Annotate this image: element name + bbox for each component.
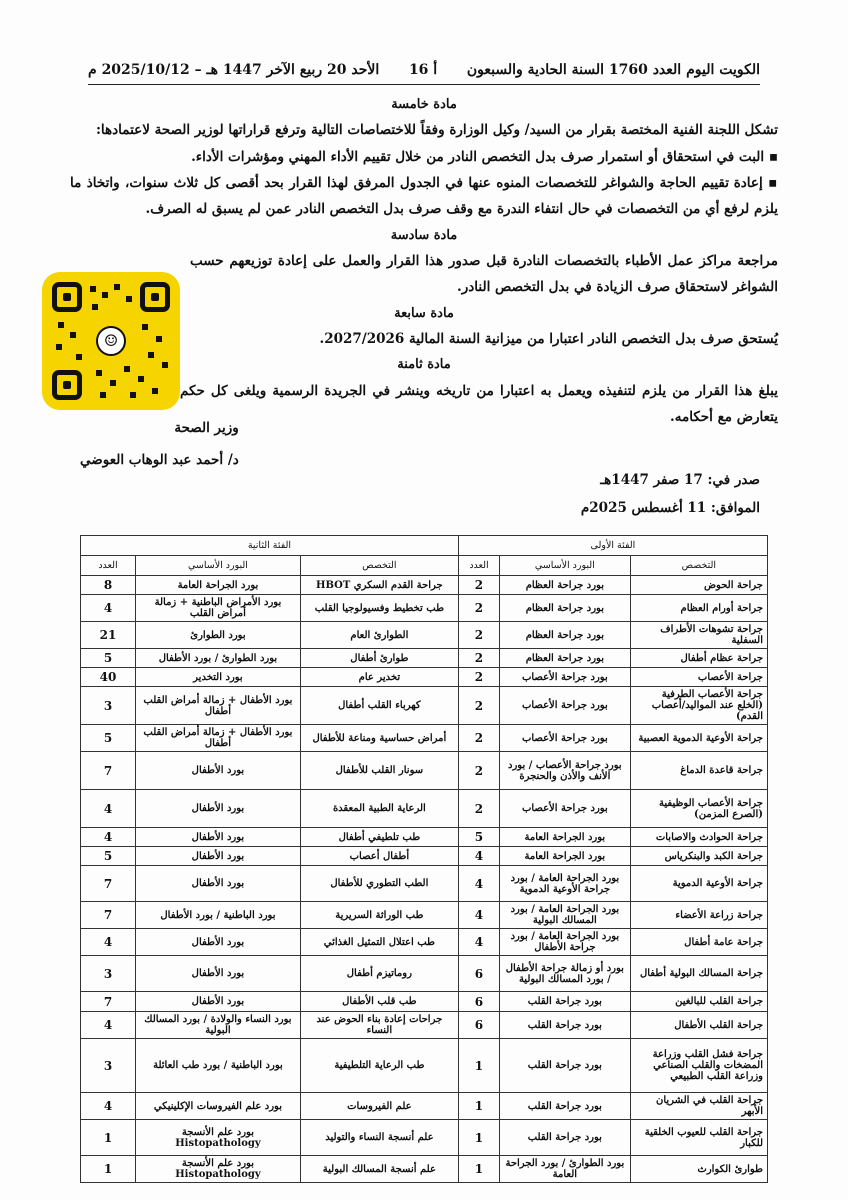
cell-board: بورد الأمراض الباطنية + زمالة أمراض القلب	[136, 595, 301, 622]
cell-count: 2	[458, 622, 499, 649]
cell-count: 3	[81, 687, 136, 725]
cell-count: 40	[81, 668, 136, 687]
cell-specialty: تخدير عام	[300, 668, 458, 687]
cell-count: 2	[458, 725, 499, 752]
cell-count: 6	[458, 956, 499, 992]
cell-specialty: الطب التطوري للأطفال	[300, 866, 458, 902]
cell-board: بورد الجراحة العامة / بورد المسالك البولية	[500, 902, 631, 929]
header-date: الأحد 20 ربيع الآخر 1447 هـ – 2025/10/12 م	[88, 62, 380, 78]
cell-specialty: أمراض حساسية ومناعة للأطفال	[300, 725, 458, 752]
cell-specialty: جراحات إعادة بناء الحوض عند النساء	[300, 1012, 458, 1039]
cell-specialty: جراحة القدم السكري HBOT	[300, 576, 458, 595]
table-row	[81, 1156, 768, 1183]
cell-specialty: طب الرعاية التلطيفية	[300, 1039, 458, 1093]
cell-specialty: طب اعتلال التمثيل الغذائي	[300, 929, 458, 956]
article-8-title: مادة ثامنة	[397, 357, 451, 373]
cell-board: بورد الأطفال	[136, 828, 301, 847]
cell-specialty: جراحة القلب للعيوب الخلقية للكبار	[630, 1120, 767, 1156]
cell-board: بورد الجراحة العامة	[500, 847, 631, 866]
article-5-bullet-2: ▪ إعادة تقييم الحاجة والشواغر للتخصصات المنوه عنها في الجدول المرفق لهذا القرار بحد أقصى كل ثلاث سنوات، واتخاذ ما يلزم لرفع أي من التخصصات في حال انتفاء الندرة مع وقف صرف بدل التخصص النادر عمن لم يسبق له الصرف.	[70, 170, 778, 223]
table-row	[81, 992, 768, 1012]
cell-board: بورد علم الفيروسات الإكلينيكي	[136, 1093, 301, 1120]
article-5-intro: تشكل اللجنة الفنية المختصة بقرار من السيد/ وكيل الوزارة وفقاً للاختصاصات التالية وترفع قراراتها لوزير الصحة لاعتمادها:	[95, 122, 778, 139]
cell-board: بورد جراحة العظام	[500, 576, 631, 595]
cell-specialty: جراحة تشوهات الأطراف السفلية	[630, 622, 767, 649]
article-5-title: مادة خامسة	[391, 97, 457, 112]
table-row	[81, 752, 768, 790]
cell-count: 4	[81, 1093, 136, 1120]
cell-board: بورد الطوارئ / بورد الأطفال	[136, 649, 301, 668]
cell-specialty: الطوارئ العام	[300, 622, 458, 649]
cell-board: بورد جراحة العظام	[500, 649, 631, 668]
cell-specialty: كهرباء القلب أطفال	[300, 687, 458, 725]
cell-count: 5	[458, 828, 499, 847]
table-row	[81, 1012, 768, 1039]
cell-count: 4	[81, 1012, 136, 1039]
cell-count: 1	[458, 1156, 499, 1183]
cell-specialty: جراحة فشل القلب وزراعة المضخات والقلب الصناعي وزراعة القلب الطبيعي	[630, 1039, 767, 1093]
cell-board: بورد الجراحة العامة	[500, 828, 631, 847]
cell-count: 2	[458, 752, 499, 790]
cell-count: 2	[458, 576, 499, 595]
table-row	[81, 866, 768, 902]
cell-board: بورد الأطفال	[136, 956, 301, 992]
cell-specialty: جراحة القلب للبالغين	[630, 992, 767, 1012]
header-page-number: أ 16	[408, 62, 438, 78]
cell-count: 2	[458, 790, 499, 828]
cell-board: بورد الجراحة العامة / بورد جراحة الأوعية الدموية	[500, 866, 631, 902]
cell-specialty: جراحة أورام العظام	[630, 595, 767, 622]
cell-count: 1	[458, 1120, 499, 1156]
cell-board: بورد التخدير	[136, 668, 301, 687]
minister-name: د/ أحمد عبد الوهاب العوضي	[80, 452, 239, 469]
cell-count: 2	[458, 649, 499, 668]
cell-board: بورد علم الأنسجة Histopathology	[136, 1120, 301, 1156]
cell-specialty: علم الفيروسات	[300, 1093, 458, 1120]
cell-count: 4	[458, 929, 499, 956]
cell-board: بورد جراحة العظام	[500, 595, 631, 622]
cell-board: بورد جراحة الأعصاب	[500, 668, 631, 687]
cell-count: 1	[458, 1039, 499, 1093]
cell-specialty: جراحة المسالك البولية أطفال	[630, 956, 767, 992]
col-header-count: العدد	[81, 556, 136, 576]
cell-specialty: طب تخطيط وفسيولوجيا القلب	[300, 595, 458, 622]
table-row	[81, 929, 768, 956]
cell-specialty: جراحة قاعدة الدماغ	[630, 752, 767, 790]
cell-specialty: جراحة الأعصاب	[630, 668, 767, 687]
cell-count: 7	[81, 992, 136, 1012]
cell-board: بورد جراحة الأعصاب	[500, 687, 631, 725]
cell-count: 5	[81, 847, 136, 866]
cell-count: 4	[458, 847, 499, 866]
cell-board: بورد الجراحة العامة	[136, 576, 301, 595]
cell-count: 4	[81, 595, 136, 622]
cell-specialty: جراحة الأعصاب الوظيفية (الصرع المزمن)	[630, 790, 767, 828]
cell-board: بورد الأطفال	[136, 992, 301, 1012]
cell-board: بورد الأطفال	[136, 790, 301, 828]
col-header-board: البورد الأساسي	[136, 556, 301, 576]
cell-specialty: طب الوراثة السريرية	[300, 902, 458, 929]
issue-date-hijri: صدر في: 17 صفر 1447هـ	[600, 472, 760, 488]
qr-finder-icon	[52, 370, 82, 400]
article-5-bullet-1: ▪ البت في استحقاق أو استمرار صرف بدل التخصص النادر من خلال تقييم الأداء المهني ومؤشرات الأداء.	[70, 144, 778, 170]
cell-specialty: جراحة الكبد والبنكرياس	[630, 847, 767, 866]
cell-count: 4	[81, 929, 136, 956]
cell-board: بورد جراحة الأعصاب	[500, 790, 631, 828]
cell-specialty: طوارئ الكوارث	[630, 1156, 767, 1183]
cell-board: بورد الأطفال	[136, 847, 301, 866]
minister-title: وزير الصحة	[174, 420, 239, 436]
cell-count: 6	[458, 992, 499, 1012]
avatar-icon: ☺	[96, 326, 126, 356]
article-7-title: مادة سابعة	[394, 305, 454, 321]
cell-specialty: طب قلب الأطفال	[300, 992, 458, 1012]
table-row	[81, 1093, 768, 1120]
table-row	[81, 576, 768, 595]
article-7-text: يُستحق صرف بدل التخصص النادر اعتبارا من ميزانية السنة المالية 2027/2026.	[319, 330, 778, 347]
cell-count: 2	[458, 668, 499, 687]
table-row	[81, 847, 768, 866]
cell-board: بورد الطوارئ	[136, 622, 301, 649]
cell-count: 2	[458, 595, 499, 622]
cell-specialty: جراحة الأوعية الدموية	[630, 866, 767, 902]
table-row	[81, 668, 768, 687]
table-row	[81, 790, 768, 828]
table-row	[81, 649, 768, 668]
table-row	[81, 687, 768, 725]
cell-board: بورد جراحة القلب	[500, 992, 631, 1012]
cell-board: بورد جراحة القلب	[500, 1120, 631, 1156]
cell-board: بورد جراحة القلب	[500, 1039, 631, 1093]
cell-board: بورد الباطنية / بورد طب العائلة	[136, 1039, 301, 1093]
cell-board: بورد الأطفال	[136, 866, 301, 902]
cell-specialty: جراحة الحوادث والاصابات	[630, 828, 767, 847]
cell-count: 5	[81, 649, 136, 668]
qr-code-icon[interactable]	[42, 272, 180, 410]
cell-board: بورد جراحة العظام	[500, 622, 631, 649]
cell-count: 3	[81, 1039, 136, 1093]
cell-count: 4	[458, 866, 499, 902]
cell-board: بورد جراحة القلب	[500, 1012, 631, 1039]
cell-specialty: طب تلطيفي أطفال	[300, 828, 458, 847]
cell-specialty: جراحة عامة أطفال	[630, 929, 767, 956]
col-header-board: البورد الأساسي	[500, 556, 631, 576]
cell-count: 8	[81, 576, 136, 595]
cell-count: 1	[458, 1093, 499, 1120]
cell-count: 7	[81, 752, 136, 790]
cell-board: بورد علم الأنسجة Histopathology	[136, 1156, 301, 1183]
cell-board: بورد جراحة الأعصاب	[500, 725, 631, 752]
cell-board: بورد الأطفال	[136, 929, 301, 956]
table-group-2-header: الفئة الثانية	[81, 536, 459, 556]
cell-specialty: جراحة الأوعية الدموية العصبية	[630, 725, 767, 752]
issue-date-gregorian: الموافق: 11 أغسطس 2025م	[580, 499, 760, 516]
cell-count: 4	[458, 902, 499, 929]
cell-specialty: علم أنسجة المسالك البولية	[300, 1156, 458, 1183]
issue-date-block	[581, 467, 760, 522]
cell-specialty: الرعاية الطبية المعقدة	[300, 790, 458, 828]
cell-board: بورد الأطفال	[136, 752, 301, 790]
cell-board: بورد النساء والولادة / بورد المسالك البولية	[136, 1012, 301, 1039]
table-row	[81, 1120, 768, 1156]
cell-specialty: طوارئ أطفال	[300, 649, 458, 668]
cell-board: بورد أو زمالة جراحة الأطفال / بورد المسالك البولية	[500, 956, 631, 992]
table-row	[81, 902, 768, 929]
specialties-table	[80, 535, 768, 1183]
cell-specialty: جراحة القلب الأطفال	[630, 1012, 767, 1039]
qr-finder-icon	[52, 282, 82, 312]
col-header-count: العدد	[458, 556, 499, 576]
table-row	[81, 1039, 768, 1093]
cell-board: بورد الأطفال + زمالة أمراض القلب أطفال	[136, 725, 301, 752]
cell-count: 5	[81, 725, 136, 752]
article-8-text: يبلغ هذا القرار من يلزم لتنفيذه ويعمل به اعتبارا من تاريخه وينشر في الجريدة الرسمية ويلغى كل حكم يتعارض مع أحكامه.	[180, 382, 778, 425]
cell-count: 7	[81, 902, 136, 929]
table-row	[81, 725, 768, 752]
header-issue: الكويت اليوم العدد 1760 السنة الحادية والسبعون	[466, 62, 760, 78]
cell-specialty: جراحة الحوض	[630, 576, 767, 595]
article-6-text: مراجعة مراكز عمل الأطباء بالتخصصات النادرة قبل صدور هذا القرار والعمل على إعادة توزيعهم حسب الشواغر لاستحقاق صرف الزيادة في بدل التخصص النادر.	[190, 252, 778, 296]
cell-board: بورد جراحة القلب	[500, 1093, 631, 1120]
cell-specialty: أطفال أعصاب	[300, 847, 458, 866]
cell-count: 1	[81, 1120, 136, 1156]
article-6-title: مادة سادسة	[390, 227, 458, 243]
table-row	[81, 622, 768, 649]
cell-board: بورد الباطنية / بورد الأطفال	[136, 902, 301, 929]
cell-specialty: جراحة الأعصاب الطرفية (الخلع عند المواليد/أعصاب القدم)	[630, 687, 767, 725]
cell-specialty: جراحة القلب في الشريان الأبهر	[630, 1093, 767, 1120]
cell-count: 7	[81, 866, 136, 902]
cell-count: 4	[81, 828, 136, 847]
table-row	[81, 956, 768, 992]
col-header-spec: التخصص	[300, 556, 458, 576]
cell-count: 1	[81, 1156, 136, 1183]
cell-board: بورد الجراحة العامة / بورد جراحة الأطفال	[500, 929, 631, 956]
signature-block	[80, 412, 239, 477]
table-row	[81, 828, 768, 847]
cell-specialty: سونار القلب للأطفال	[300, 752, 458, 790]
header-rule	[88, 84, 760, 85]
cell-count: 21	[81, 622, 136, 649]
cell-specialty: جراحة عظام أطفال	[630, 649, 767, 668]
cell-count: 3	[81, 956, 136, 992]
cell-count: 6	[458, 1012, 499, 1039]
cell-board: بورد الطوارئ / بورد الجراحة العامة	[500, 1156, 631, 1183]
cell-board: بورد الأطفال + زمالة أمراض القلب أطفال	[136, 687, 301, 725]
cell-count: 4	[81, 790, 136, 828]
cell-count: 2	[458, 687, 499, 725]
cell-specialty: جراحة زراعة الأعضاء	[630, 902, 767, 929]
col-header-spec: التخصص	[630, 556, 767, 576]
cell-specialty: روماتيزم أطفال	[300, 956, 458, 992]
cell-specialty: علم أنسجة النساء والتوليد	[300, 1120, 458, 1156]
table-row	[81, 595, 768, 622]
qr-finder-icon	[140, 282, 170, 312]
table-group-1-header: الفئة الأولى	[458, 536, 767, 556]
cell-board: بورد جراحة الأعصاب / بورد الأنف والأذن والحنجرة	[500, 752, 631, 790]
page-header	[88, 58, 760, 82]
